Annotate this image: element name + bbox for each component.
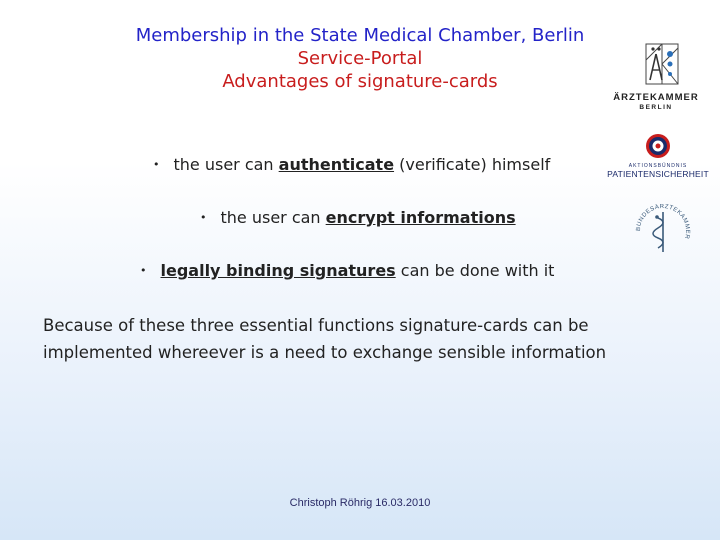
patient-safety-line2: PATIENTENSICHERHEIT <box>607 169 709 179</box>
bullet-prefix: the user can <box>173 155 279 174</box>
patient-safety-logo <box>606 133 710 183</box>
summary-paragraph <box>43 312 663 366</box>
bullet-dot: • <box>140 264 147 277</box>
slide-title: Membership in the State Medical Chamber, Berlin <box>135 25 585 46</box>
bullet-encrypt <box>200 208 516 227</box>
bullet-dot: • <box>200 211 207 224</box>
bullet-prefix: the user can <box>220 208 326 227</box>
aerztekammer-city: BERLIN <box>639 104 673 111</box>
summary-line-1: Because of these three essential functions signature-cards can be <box>43 316 589 335</box>
bullet-emphasis: encrypt informations <box>325 208 516 227</box>
summary-line-2: implemented whereever is a need to exchange sensible information <box>43 343 607 362</box>
aerztekammer-name: ÄRZTEKAMMER <box>613 92 699 103</box>
bullet-suffix: can be done with it <box>395 261 555 280</box>
aesculapian-staff-icon <box>628 204 698 258</box>
bullet-authenticate <box>153 155 550 174</box>
bullet-suffix: (verificate) himself <box>394 155 551 174</box>
bullet-emphasis: authenticate <box>278 155 395 174</box>
aerztekammer-logo <box>608 40 704 118</box>
patient-safety-emblem-icon <box>606 133 710 163</box>
slide-heading: Advantages of signature-cards <box>222 71 498 92</box>
bullet-dot: • <box>153 158 160 171</box>
footer-author-date: Christoph Röhrig 16.03.2010 <box>289 497 431 509</box>
slide-subtitle: Service-Portal <box>297 48 423 69</box>
bundesaerztekammer-ring-text: BUNDESÄRZTEKAMMER <box>635 204 691 240</box>
aerztekammer-emblem-icon <box>608 40 704 92</box>
patient-safety-line1: AKTIONSBÜNDNIS <box>628 163 688 169</box>
bullet-emphasis: legally binding signatures <box>160 261 396 280</box>
bullet-signatures <box>140 261 554 280</box>
bundesaerztekammer-logo <box>628 204 698 258</box>
